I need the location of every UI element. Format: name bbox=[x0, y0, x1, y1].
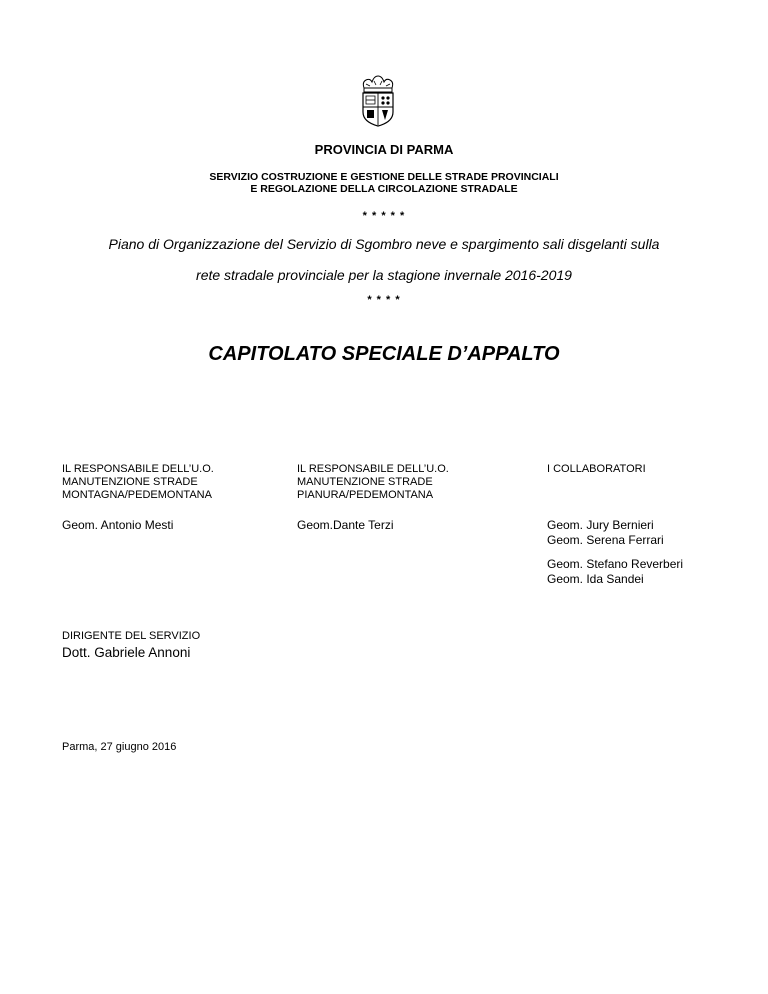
role-line: MANUTENZIONE STRADE bbox=[62, 476, 198, 488]
document-title: CAPITOLATO SPECIALE D’APPALTO bbox=[208, 343, 560, 365]
service-name-line-1: SERVIZIO COSTRUZIONE E GESTIONE DELLE STRADE PROVINCIALI bbox=[209, 171, 559, 183]
collaborator-name: Geom. Ida Sandei bbox=[547, 572, 644, 586]
signatory-name-pianura: Geom.Dante Terzi bbox=[297, 518, 394, 532]
service-name-line-2: E REGOLAZIONE DELLA CIRCOLAZIONE STRADALE bbox=[250, 183, 518, 195]
role-line: PIANURA/PEDEMONTANA bbox=[297, 489, 434, 501]
collaborator-name: Geom. Stefano Reverberi bbox=[547, 557, 684, 571]
separator-stars: * * * * * bbox=[362, 210, 406, 222]
plan-description-line-2: rete stradale provinciale per la stagione invernale 2016-2019 bbox=[196, 267, 572, 283]
collaborator-name: Geom. Jury Bernieri bbox=[547, 518, 654, 532]
role-line: MANUTENZIONE STRADE bbox=[297, 476, 433, 488]
separator-stars: * * * * bbox=[367, 294, 401, 306]
director-label: DIRIGENTE DEL SERVIZIO bbox=[62, 630, 201, 642]
signatory-role-pianura bbox=[297, 463, 512, 502]
role-line: MONTAGNA/PEDEMONTANA bbox=[62, 489, 212, 501]
province-name: PROVINCIA DI PARMA bbox=[314, 142, 454, 157]
place-date: Parma, 27 giugno 2016 bbox=[62, 741, 177, 753]
signatory-name-montagna: Geom. Antonio Mesti bbox=[62, 518, 174, 532]
director-name: Dott. Gabriele Annoni bbox=[62, 645, 191, 660]
province-coat-of-arms-icon bbox=[356, 74, 400, 128]
signatory-role-montagna bbox=[62, 463, 277, 502]
plan-description-line-1: Piano di Organizzazione del Servizio di Sgombro neve e spargimento sali disgelanti sulla bbox=[108, 236, 660, 252]
collaborators-heading: I COLLABORATORI bbox=[547, 463, 646, 475]
role-line: IL RESPONSABILE DELL’U.O. bbox=[62, 463, 214, 475]
role-line: IL RESPONSABILE DELL’U.O. bbox=[297, 463, 449, 475]
collaborator-name: Geom. Serena Ferrari bbox=[547, 533, 664, 547]
